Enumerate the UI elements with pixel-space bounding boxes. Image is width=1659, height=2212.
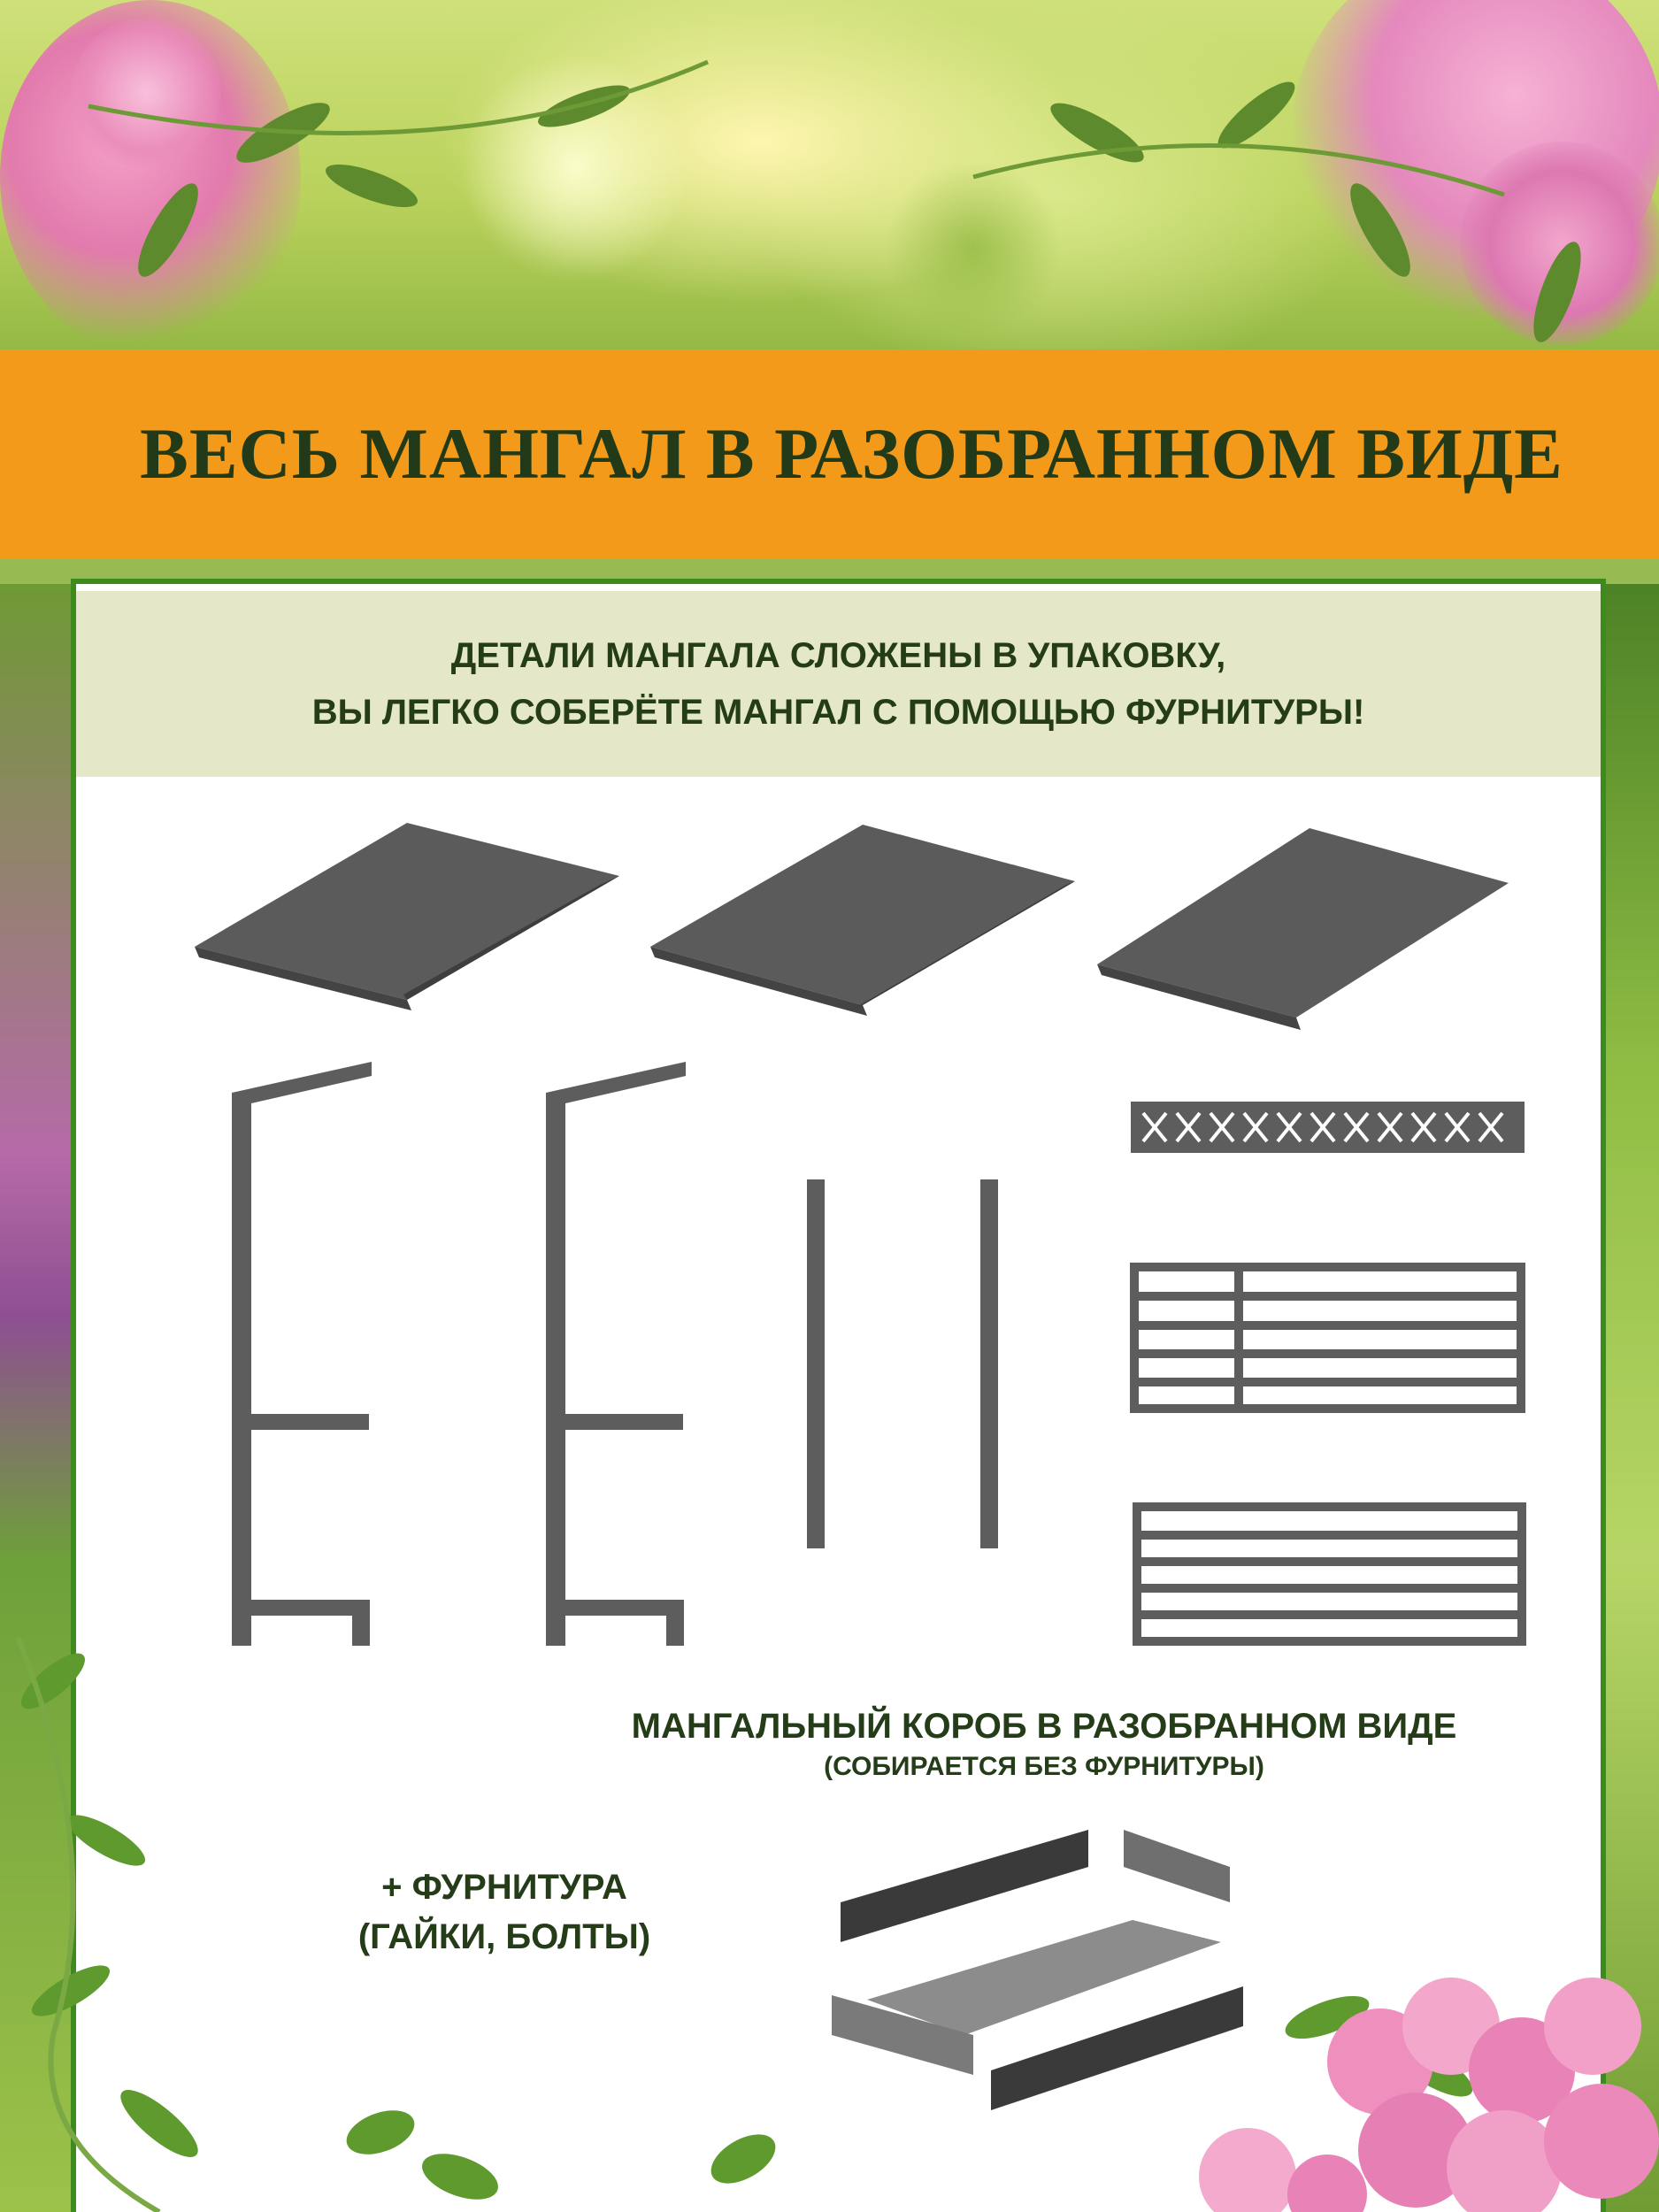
banner-title: ВЕСЬ МАНГАЛ В РАЗОБРАННОМ ВИДЕ [140,413,1563,494]
hardware-line-1: + ФУРНИТУРА [381,1868,627,1907]
grill-rack-upper [1134,1267,1521,1409]
roof-panel-right [1097,828,1509,1030]
lattice-bar [1131,1102,1525,1153]
side-frame-2 [546,1062,686,1646]
brazier-box-parts [832,1830,1243,2110]
box-caption-sub: (СОБИРАЕТСЯ БЕЗ ФУРНИТУРЫ) [824,1752,1264,1781]
grill-rack-lower [1137,1507,1522,1641]
box-caption-main: МАНГАЛЬНЫЙ КОРОБ В РАЗОБРАННОМ ВИДЕ [631,1707,1457,1746]
hardware-line-2: (ГАЙКИ, БОЛТЫ) [357,1917,651,1956]
roof-panel-left [195,823,619,1010]
intro-line-1: ДЕТАЛИ МАНГАЛА СЛОЖЕНЫ В УПАКОВКУ, [450,636,1226,675]
vertical-posts [807,1179,998,1548]
box-caption [531,1703,1557,1785]
hardware-caption [283,1863,726,1962]
side-frame-1 [232,1062,372,1646]
roof-panel-middle [650,825,1075,1016]
intro-line-2: ВЫ ЛЕГКО СОБЕРЁТЕ МАНГАЛ С ПОМОЩЬЮ ФУРНИТУРЫ! [311,693,1365,732]
